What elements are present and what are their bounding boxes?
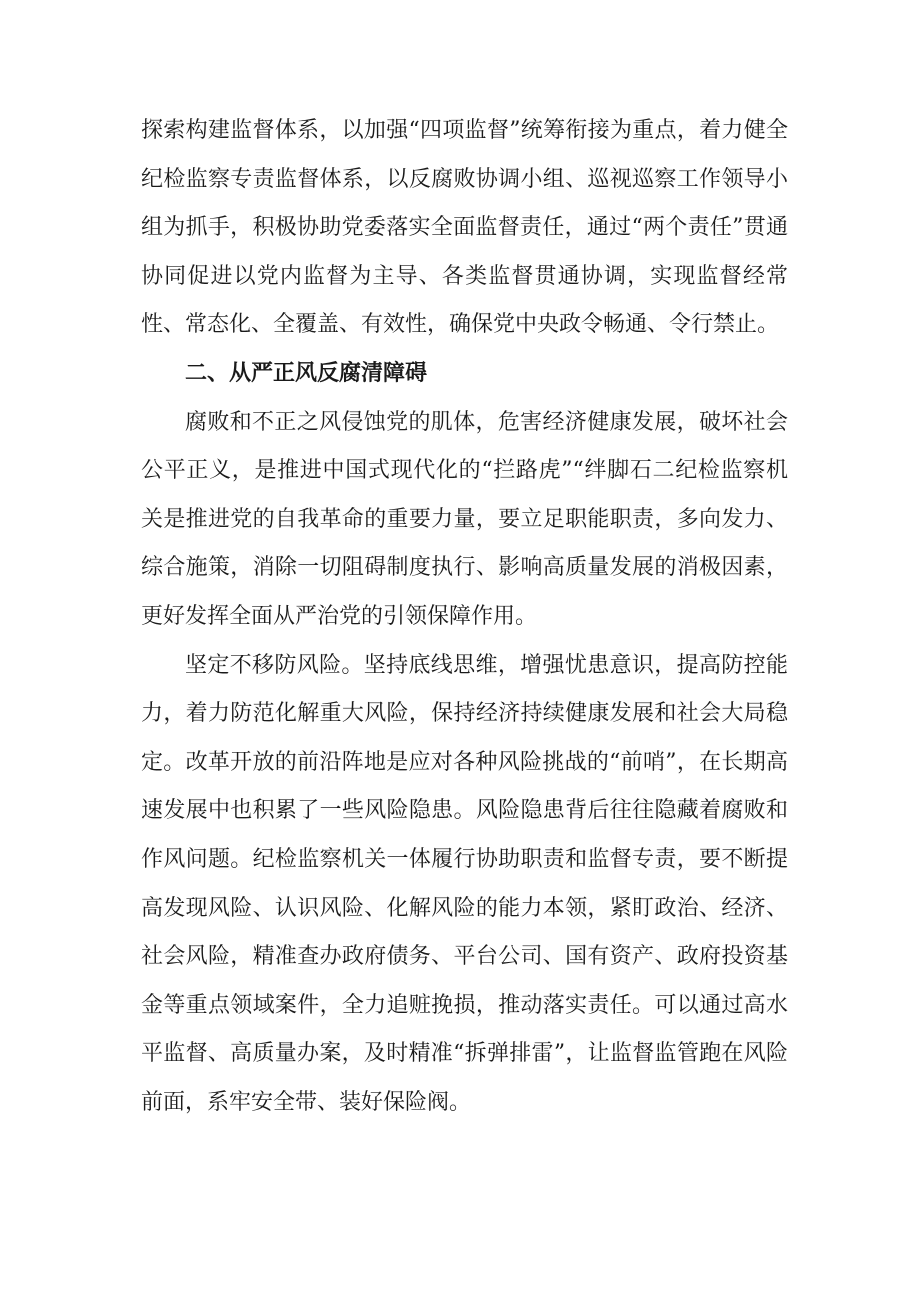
paragraph-risk-prevention: 坚定不移防风险。坚持底线思维，增强忧患意识，提高防控能力，着力防范化解重大风险，保持经济持续健康发展和社会大局稳定。改革开放的前沿阵地是应对各种风险挑战的“前哨”，在长期高速发展中也积累了一些风险隐患。风险隐患背后往往隐藏着腐败和作风问题。纪检监察机关一体履行协助职责和监督专责，要不断提高发现风险、认识风险、化解风险的能力本领，紧盯政治、经济、社会风险，精准查办政府债务、平台公司、国有资产、政府投资基金等重点领域案件，全力追赃挽损，推动落实责任。可以通过高水平监督、高质量办案，及时精准“拆弹排雷”，让监督监管跑在风险前面，系牢安全带、装好保险阀。 [141,652,788,1115]
document-body [141,107,788,1127]
paragraph-anti-corruption: 腐败和不正之风侵蚀党的肌体，危害经济健康发展，破坏社会公平正义，是推进中国式现代化的“拦路虎”“绊脚石二纪检监察机关是推进党的自我革命的重要力量，要立足职能职责，多向发力、综合施策，消除一切阻碍制度执行、影响高质量发展的消极因素，更好发挥全面从严治党的引领保障作用。 [141,409,788,629]
paragraph-continued: 探索构建监督体系，以加强“四项监督”统筹衔接为重点，着力健全纪检监察专责监督体系，以反腐败协调小组、巡视巡察工作领导小组为抓手，积极协助党委落实全面监督责任，通过“两个责任”贯通协同促进以党内监督为主导、各类监督贯通协调，实现监督经常性、常态化、全覆盖、有效性，确保党中央政令畅通、令行禁止。 [141,118,788,338]
section-heading: 二、从严正风反腐清障碍 [185,360,428,386]
